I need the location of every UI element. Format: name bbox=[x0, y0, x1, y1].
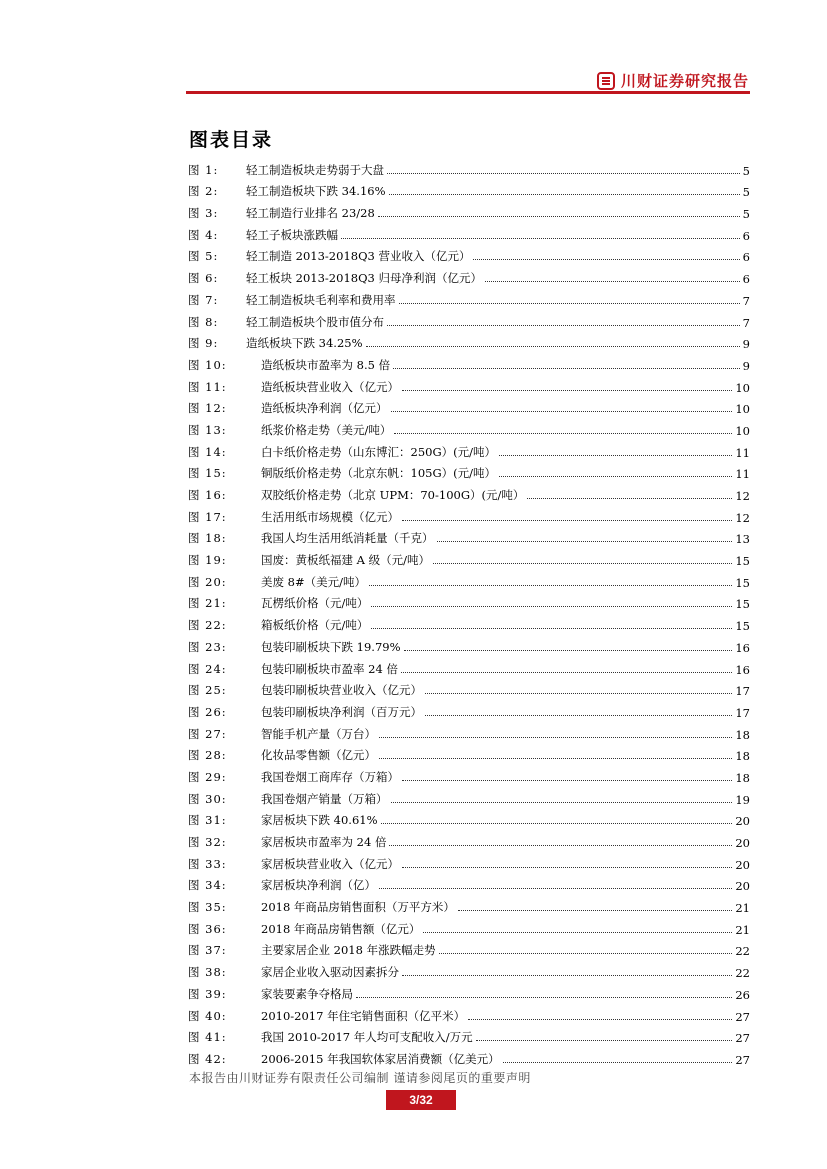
header-rule bbox=[186, 91, 750, 94]
toc-entry-title: 我国卷烟产销量（万箱） bbox=[261, 791, 388, 806]
toc-entry-page: 20 bbox=[735, 857, 750, 872]
toc-entry[interactable] bbox=[188, 872, 750, 894]
toc-leader bbox=[433, 562, 732, 564]
footer-disclaimer: 本报告由川财证券有限责任公司编制 谨请参阅尾页的重要声明 bbox=[189, 1071, 531, 1085]
toc-entry-label: 图 3: bbox=[188, 206, 219, 221]
toc-entry[interactable] bbox=[188, 742, 750, 764]
toc-leader bbox=[458, 909, 732, 911]
toc-entry[interactable] bbox=[188, 590, 750, 612]
toc-entry-title: 瓦楞纸价格（元/吨） bbox=[261, 596, 369, 611]
toc-entry[interactable] bbox=[188, 937, 750, 959]
toc-entry-page: 5 bbox=[742, 163, 750, 178]
toc-leader bbox=[402, 866, 732, 868]
toc-entry[interactable] bbox=[188, 1024, 750, 1046]
toc-entry-page: 5 bbox=[742, 185, 750, 200]
toc-entry-label: 图 16: bbox=[188, 488, 227, 502]
toc-entry-page: 6 bbox=[742, 228, 750, 243]
toc-entry-label: 图 19: bbox=[188, 553, 227, 568]
toc-entry-title: 轻工制造板块下跌 34.16% bbox=[246, 184, 386, 199]
toc-leader bbox=[527, 497, 732, 499]
toc-entry[interactable] bbox=[188, 915, 750, 937]
toc-entry[interactable] bbox=[188, 807, 750, 829]
toc-entry-page: 6 bbox=[742, 250, 750, 265]
toc-entry-page: 17 bbox=[735, 684, 750, 699]
toc-leader bbox=[402, 389, 732, 391]
toc-entry-page: 11 bbox=[735, 467, 750, 482]
toc-entry[interactable] bbox=[188, 286, 750, 308]
toc-leader bbox=[499, 475, 732, 477]
toc-entry-label: 图 2: bbox=[188, 184, 219, 199]
toc-entry[interactable] bbox=[188, 264, 750, 286]
toc-entry-label: 图 13: bbox=[188, 422, 227, 437]
toc-entry-title: 轻工制造板块走势弱于大盘 bbox=[246, 162, 384, 177]
brand bbox=[597, 70, 749, 91]
toc-entry-label: 图 37: bbox=[188, 943, 227, 958]
toc-entry[interactable] bbox=[188, 438, 750, 460]
toc-leader bbox=[356, 996, 732, 998]
toc-entry[interactable] bbox=[188, 1002, 750, 1024]
toc-entry[interactable] bbox=[188, 633, 750, 655]
toc-leader bbox=[387, 324, 740, 326]
toc-entry-label: 图 14: bbox=[188, 444, 227, 459]
toc-entry-page: 9 bbox=[742, 337, 750, 352]
toc-entry[interactable] bbox=[188, 958, 750, 980]
toc-leader bbox=[389, 193, 740, 195]
toc-entry[interactable] bbox=[188, 720, 750, 742]
toc-leader bbox=[499, 454, 732, 456]
toc-entry-page: 26 bbox=[735, 987, 750, 1002]
toc-leader bbox=[379, 887, 732, 889]
toc-entry-label: 图 42: bbox=[188, 1051, 227, 1066]
toc-entry-page: 16 bbox=[735, 640, 750, 655]
toc-entry-page: 22 bbox=[735, 944, 750, 959]
toc-entry-label: 图 32: bbox=[188, 835, 227, 849]
toc-entry[interactable] bbox=[188, 763, 750, 785]
toc-leader bbox=[379, 736, 732, 738]
toc-entry-title: 造纸板块下跌 34.25% bbox=[246, 336, 363, 351]
toc-entry-page: 18 bbox=[735, 770, 750, 785]
toc-entry-title: 国废：黄板纸福建 A 级（元/吨） bbox=[261, 553, 430, 568]
toc-entry-label: 图 17: bbox=[188, 509, 227, 524]
toc-leader bbox=[366, 345, 740, 347]
toc-entry-title: 造纸板块市盈率为 8.5 倍 bbox=[261, 357, 391, 372]
toc-entry-page: 7 bbox=[742, 315, 750, 330]
toc-entry-title: 家居企业收入驱动因素拆分 bbox=[261, 965, 399, 980]
toc-entry[interactable] bbox=[188, 546, 750, 568]
toc-entry-label: 图 30: bbox=[188, 791, 227, 806]
toc-entry-title: 化妆品零售额（亿元） bbox=[261, 748, 376, 763]
toc-entry[interactable] bbox=[188, 351, 750, 373]
toc-entry[interactable] bbox=[188, 221, 750, 243]
toc-entry-label: 图 5: bbox=[188, 249, 219, 264]
toc-entry-page: 15 bbox=[735, 619, 750, 634]
toc-entry[interactable] bbox=[188, 481, 750, 503]
toc-entry-page: 15 bbox=[735, 575, 750, 590]
toc-entry-page: 20 bbox=[735, 879, 750, 894]
toc-entry-label: 图 38: bbox=[188, 965, 227, 980]
toc-leader bbox=[369, 584, 732, 586]
toc-entry-page: 5 bbox=[742, 207, 750, 222]
toc-entry[interactable] bbox=[188, 460, 750, 482]
toc-entry-label: 图 8: bbox=[188, 314, 219, 329]
toc-entry-title: 轻工制造行业排名 23/28 bbox=[246, 206, 375, 221]
toc-leader bbox=[371, 627, 732, 629]
toc-leader bbox=[389, 844, 732, 846]
toc-entry-page: 18 bbox=[735, 727, 750, 742]
toc-entry-title: 造纸板块营业收入（亿元） bbox=[261, 379, 399, 394]
toc-entry-title: 白卡纸价格走势（山东博汇：250G）(元/吨） bbox=[261, 444, 496, 459]
toc-entry-page: 12 bbox=[735, 510, 750, 525]
toc-entry-page: 19 bbox=[735, 792, 750, 807]
toc-entry[interactable] bbox=[188, 785, 750, 807]
toc-leader bbox=[423, 931, 732, 933]
toc-leader bbox=[468, 1018, 732, 1020]
toc-entry-page: 11 bbox=[735, 445, 750, 460]
toc-entry-label: 图 23: bbox=[188, 639, 227, 654]
toc-entry-page: 16 bbox=[735, 662, 750, 677]
toc-entry-label: 图 21: bbox=[188, 596, 227, 611]
toc-leader bbox=[473, 258, 739, 260]
toc-entry-page: 7 bbox=[742, 293, 750, 308]
toc-leader bbox=[381, 822, 733, 824]
toc-entry-label: 图 6: bbox=[188, 271, 219, 286]
toc-entry[interactable] bbox=[188, 568, 750, 590]
toc-entry-label: 图 18: bbox=[188, 531, 227, 546]
toc-entry-page: 18 bbox=[735, 749, 750, 764]
toc-entry-label: 图 29: bbox=[188, 769, 227, 784]
toc-entry-title: 轻工制造板块个股市值分布 bbox=[246, 314, 384, 329]
toc-entry[interactable] bbox=[188, 503, 750, 525]
toc-leader bbox=[393, 367, 740, 369]
toc-entry-title: 智能手机产量（万台） bbox=[261, 726, 376, 741]
toc-entry[interactable] bbox=[188, 178, 750, 200]
toc-entry-label: 图 41: bbox=[188, 1030, 227, 1045]
toc-entry-page: 20 bbox=[735, 814, 750, 829]
toc-entry-page: 15 bbox=[735, 554, 750, 569]
toc-entry-title: 轻工制造板块毛利率和费用率 bbox=[246, 292, 396, 307]
toc-entry-page: 6 bbox=[742, 272, 750, 287]
toc-entry-title: 包装印刷板块营业收入（亿元） bbox=[261, 683, 422, 698]
toc-entry-title: 2018 年商品房销售额（亿元） bbox=[261, 921, 421, 936]
toc-entry-page: 10 bbox=[735, 380, 750, 395]
toc-entry-label: 图 33: bbox=[188, 856, 227, 871]
toc-entry-title: 轻工板块 2013-2018Q3 归母净利润（亿元） bbox=[246, 271, 482, 286]
toc-entry-page: 21 bbox=[735, 901, 750, 916]
toc-entry-label: 图 28: bbox=[188, 748, 227, 763]
toc-entry-title: 家居板块下跌 40.61% bbox=[261, 813, 378, 828]
toc-leader bbox=[399, 302, 740, 304]
toc-entry-label: 图 25: bbox=[188, 683, 227, 698]
toc-entry-title: 纸浆价格走势（美元/吨） bbox=[261, 422, 392, 437]
toc-entry-page: 27 bbox=[735, 1009, 750, 1024]
toc-leader bbox=[404, 649, 733, 651]
toc-entry-label: 图 34: bbox=[188, 878, 227, 893]
toc-entry-label: 图 35: bbox=[188, 900, 227, 915]
toc-leader bbox=[391, 410, 733, 412]
toc-entry-label: 图 4: bbox=[188, 227, 219, 242]
toc-entry-label: 图 15: bbox=[188, 466, 227, 481]
toc-leader bbox=[394, 432, 732, 434]
toc-entry[interactable] bbox=[188, 156, 750, 178]
toc-leader bbox=[437, 540, 733, 542]
toc-entry[interactable] bbox=[188, 416, 750, 438]
toc-entry-title: 轻工制造 2013-2018Q3 营业收入（亿元） bbox=[246, 249, 471, 264]
toc-entry-title: 我国人均生活用纸消耗量（千克） bbox=[261, 531, 434, 546]
toc-entry-title: 2006-2015 年我国软体家居消费额（亿美元） bbox=[261, 1051, 500, 1066]
toc-entry[interactable] bbox=[188, 893, 750, 915]
toc-entry-title: 造纸板块净利润（亿元） bbox=[261, 401, 388, 416]
toc-entry-title: 2010-2017 年住宅销售面积（亿平米） bbox=[261, 1008, 466, 1023]
toc-entry-page: 22 bbox=[735, 966, 750, 981]
toc-entry-page: 21 bbox=[735, 922, 750, 937]
toc-entry[interactable] bbox=[188, 199, 750, 221]
page-header bbox=[0, 0, 827, 100]
toc-entry-title: 包装印刷板块市盈率 24 倍 bbox=[261, 661, 398, 676]
toc-entry-page: 13 bbox=[735, 532, 750, 547]
toc-leader bbox=[402, 779, 732, 781]
toc-entry-page: 9 bbox=[742, 358, 750, 373]
toc-entry-title: 家居板块净利润（亿） bbox=[261, 878, 376, 893]
toc-entry-title: 家装要素争夺格局 bbox=[261, 986, 353, 1001]
toc-leader bbox=[341, 237, 740, 239]
toc-entry-title: 包装印刷板块净利润（百万元） bbox=[261, 704, 422, 719]
toc-entry-label: 图 39: bbox=[188, 986, 227, 1001]
toc-entry-page: 10 bbox=[735, 402, 750, 417]
toc-entry[interactable] bbox=[188, 980, 750, 1002]
toc-leader bbox=[391, 801, 733, 803]
toc-entry-title: 2018 年商品房销售面积（万平方米） bbox=[261, 900, 455, 915]
toc-leader bbox=[402, 519, 732, 521]
toc-entry-label: 图 11: bbox=[188, 379, 227, 394]
toc-list bbox=[188, 156, 750, 1067]
toc-leader bbox=[476, 1039, 733, 1041]
toc-entry-title: 箱板纸价格（元/吨） bbox=[261, 618, 369, 633]
toc-entry[interactable] bbox=[188, 525, 750, 547]
toc-entry[interactable] bbox=[188, 1045, 750, 1067]
toc-entry-page: 10 bbox=[735, 423, 750, 438]
toc-leader bbox=[371, 605, 732, 607]
toc-entry-label: 图 40: bbox=[188, 1008, 227, 1023]
toc-entry-page: 20 bbox=[735, 836, 750, 850]
toc-entry-title: 轻工子板块涨跌幅 bbox=[246, 227, 338, 242]
toc-entry-label: 图 24: bbox=[188, 661, 227, 676]
toc-entry-title: 生活用纸市场规模（亿元） bbox=[261, 509, 399, 524]
toc-entry-title: 家居板块营业收入（亿元） bbox=[261, 856, 399, 871]
toc-entry-page: 27 bbox=[735, 1052, 750, 1067]
toc-entry-label: 图 10: bbox=[188, 357, 227, 372]
toc-entry-label: 图 26: bbox=[188, 704, 227, 719]
toc-leader bbox=[402, 974, 732, 976]
toc-entry[interactable] bbox=[188, 655, 750, 677]
toc-leader bbox=[378, 215, 740, 217]
toc-entry[interactable] bbox=[188, 698, 750, 720]
toc-entry[interactable] bbox=[188, 330, 750, 352]
toc-entry-page: 12 bbox=[735, 489, 750, 503]
toc-entry-title: 主要家居企业 2018 年涨跌幅走势 bbox=[261, 943, 436, 958]
toc-title: 图表目录 bbox=[189, 129, 274, 151]
toc-leader bbox=[387, 172, 740, 174]
toc-entry-label: 图 9: bbox=[188, 336, 219, 351]
toc-leader bbox=[425, 692, 732, 694]
toc-entry[interactable] bbox=[188, 395, 750, 417]
toc-entry[interactable] bbox=[188, 243, 750, 265]
toc-entry-page: 15 bbox=[735, 597, 750, 612]
toc-entry[interactable] bbox=[188, 677, 750, 699]
toc-leader bbox=[425, 714, 732, 716]
toc-entry-label: 图 20: bbox=[188, 574, 227, 589]
toc-entry[interactable] bbox=[188, 850, 750, 872]
toc-entry-title: 铜版纸价格走势（北京东帆：105G）(元/吨） bbox=[261, 466, 496, 481]
toc-entry[interactable] bbox=[188, 308, 750, 330]
toc-leader bbox=[379, 757, 732, 759]
toc-entry[interactable] bbox=[188, 373, 750, 395]
toc-entry-title: 双胶纸价格走势（北京 UPM：70-100G）(元/吨） bbox=[261, 488, 525, 502]
page-number: 3/32 bbox=[386, 1090, 456, 1110]
toc-entry-label: 图 7: bbox=[188, 292, 219, 307]
brand-name: 川财证券研究报告 bbox=[620, 72, 749, 90]
toc-entry[interactable] bbox=[188, 828, 750, 850]
toc-entry-title: 美废 8#（美元/吨） bbox=[261, 574, 366, 589]
toc-entry-label: 图 12: bbox=[188, 401, 227, 416]
toc-entry-title: 我国 2010-2017 年人均可支配收入/万元 bbox=[261, 1030, 473, 1045]
toc-leader bbox=[503, 1061, 733, 1063]
toc-entry-label: 图 36: bbox=[188, 921, 227, 936]
toc-entry-label: 图 27: bbox=[188, 726, 227, 741]
toc-entry-title: 我国卷烟工商库存（万箱） bbox=[261, 769, 399, 784]
toc-leader bbox=[485, 280, 740, 282]
toc-entry-label: 图 1: bbox=[188, 162, 219, 177]
toc-entry-page: 17 bbox=[735, 705, 750, 720]
toc-entry-label: 图 22: bbox=[188, 618, 227, 633]
toc-leader bbox=[439, 952, 733, 954]
toc-entry-title: 包装印刷板块下跌 19.79% bbox=[261, 639, 401, 654]
toc-leader bbox=[401, 671, 732, 673]
chuancai-logo-icon bbox=[597, 72, 615, 90]
toc-entry-label: 图 31: bbox=[188, 813, 227, 828]
toc-entry-page: 27 bbox=[735, 1031, 750, 1046]
toc-entry-title: 家居板块市盈率为 24 倍 bbox=[261, 835, 387, 849]
toc-entry[interactable] bbox=[188, 611, 750, 633]
